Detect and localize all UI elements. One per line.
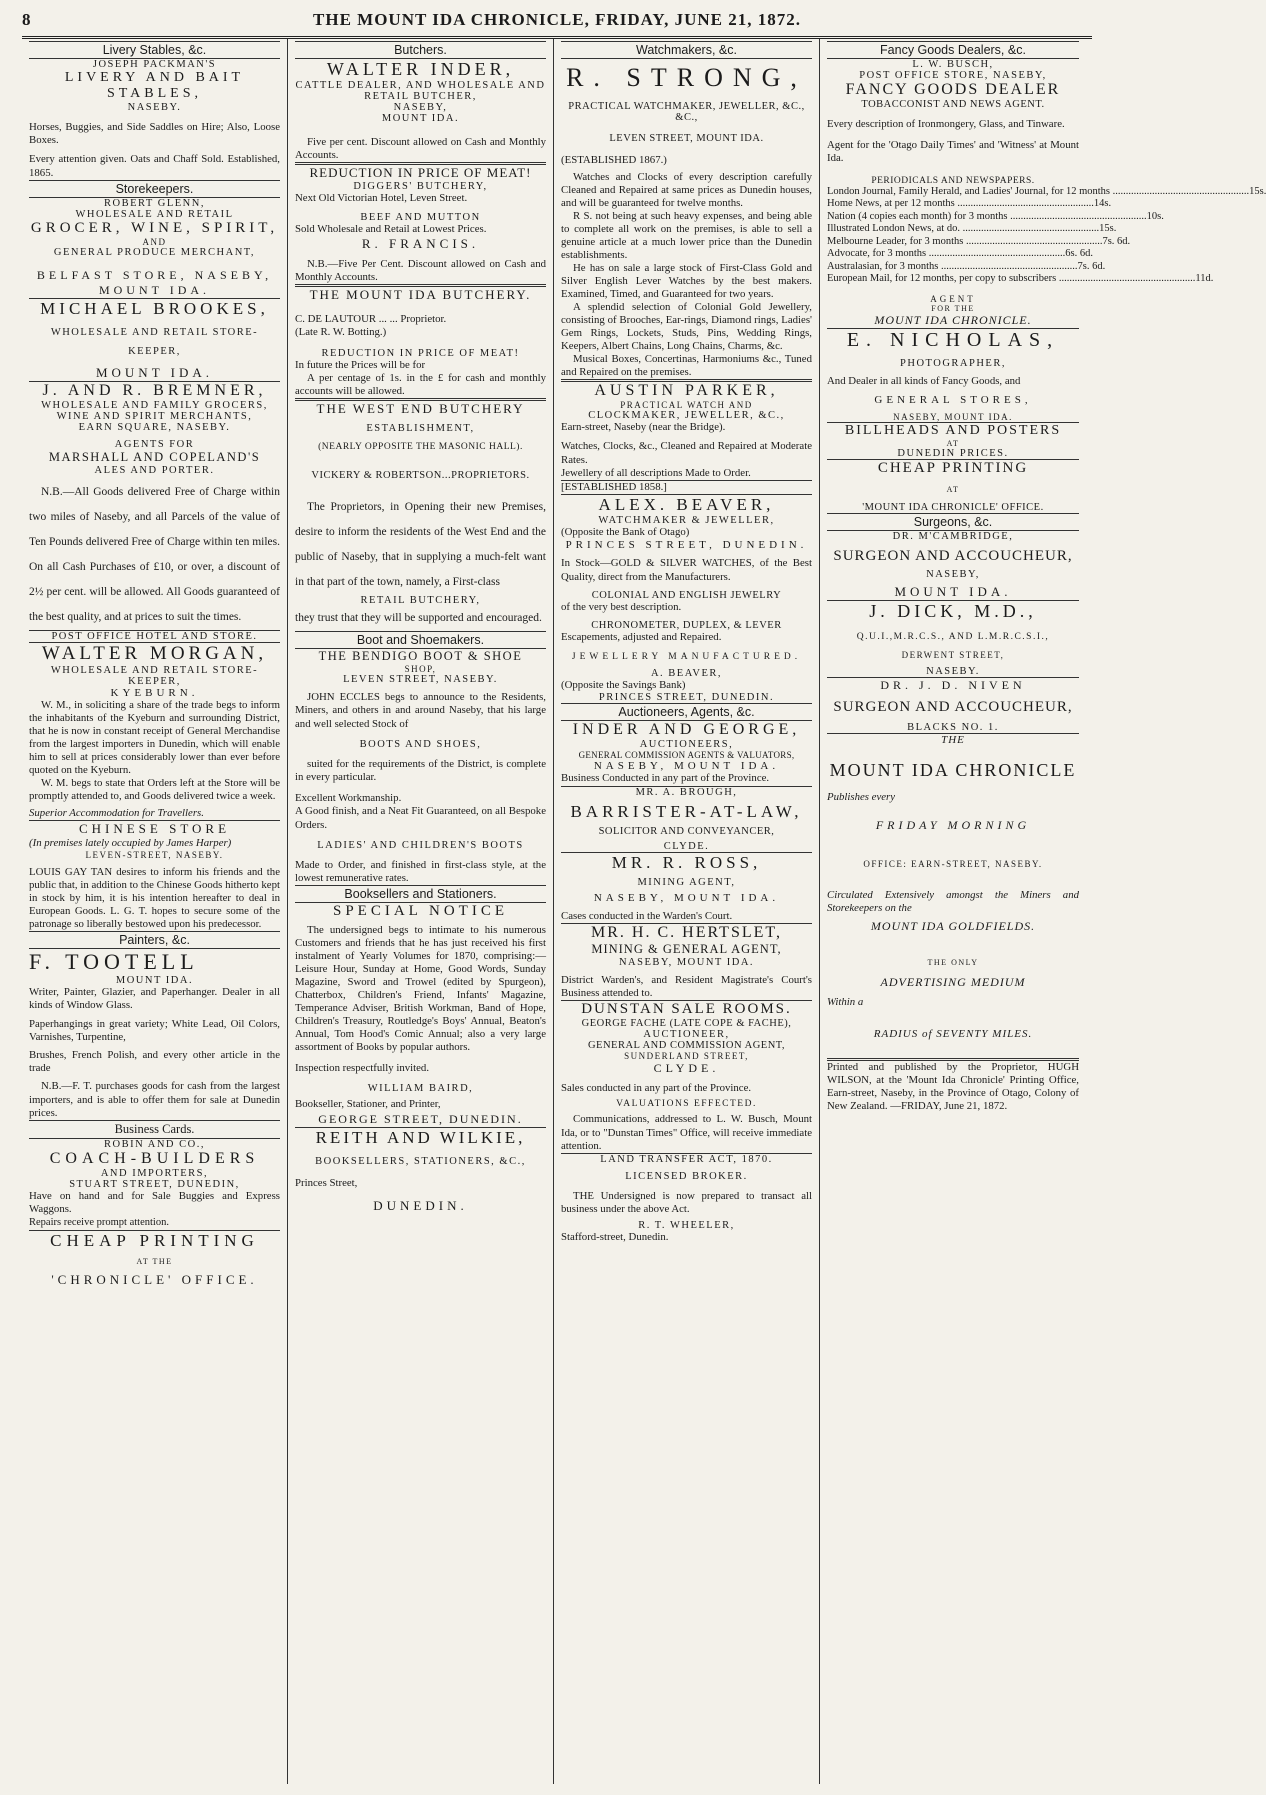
price-item-value: 15s. (1249, 185, 1266, 197)
ad-line: LICENSED BROKER. (625, 1171, 748, 1183)
ad-body: A splendid selection of Colonial Gold Jewellery, consisting of Brooches, Ear-rings, Diamond rings, Ladies' Gem Rings, Lockets, Studs, Pins, Wedding Rings, Keepers, Albert Chains, Long Chains, Charms, &c. (561, 301, 812, 353)
price-row (827, 248, 1093, 261)
ad-line: Q.U.I.,M.R.C.S., AND L.M.R.C.S.I., (856, 631, 1050, 642)
column-4 (820, 39, 1266, 1784)
column-1 (22, 39, 288, 1784)
ad-line: NASEBY, (926, 568, 980, 580)
ad-line: CHRONOMETER, DUPLEX, & LEVER (591, 620, 782, 632)
ad-line: PRINCES STREET, DUNEDIN. (598, 692, 775, 704)
ad-line: AND (142, 236, 167, 247)
ad-line: Princes Street, (295, 1176, 358, 1189)
ad-title: E. NICHOLAS, (846, 328, 1060, 351)
ad-title: REDUCTION IN PRICE OF MEAT! (309, 165, 532, 181)
ad-title: R. STRONG, (566, 63, 807, 92)
ad-line: Paperhangings in great variety; White Lead, Oil Colors, Varnishes, Turpentine, (29, 1017, 280, 1043)
ad-title: J. AND R. BREMNER, (42, 381, 267, 399)
ad-title: AUSTIN PARKER, (594, 382, 779, 400)
price-row (827, 260, 1106, 274)
ad-title: SPECIAL NOTICE (332, 903, 509, 920)
ad-line: SUNDERLAND STREET, (624, 1051, 749, 1062)
price-row (827, 223, 1117, 236)
ad-title: CHINESE STORE (78, 821, 231, 837)
section-heading: Watchmakers, &c. (561, 41, 812, 59)
ad-line: RADIUS of SEVENTY MILES. (873, 1027, 1033, 1040)
ad-line: (ESTABLISHED 1867.) (561, 154, 667, 166)
ad-line: R. T. WHEELER, (638, 1220, 735, 1232)
ad-line: A Good finish, and a Neat Fit Guaranteed, on all Bespoke Orders. (295, 805, 546, 831)
ad-title: INDER AND GEORGE, (572, 721, 801, 739)
ad-line: REDUCTION IN PRICE OF MEAT! (321, 347, 520, 359)
ad-title: GROCER, WINE, SPIRIT, (30, 219, 279, 236)
ad-line: Sales conducted in any part of the Province. (561, 1082, 752, 1095)
price-row (827, 198, 1112, 211)
ad-line: DIGGERS' BUTCHERY, (353, 181, 488, 193)
ad-name: MR. A. BROUGH, (635, 786, 738, 798)
ad-line: Sold Wholesale and Retail at Lowest Prices. (295, 222, 487, 235)
ad-line: Excellent Workmanship. (295, 792, 402, 805)
ad-title: BARRISTER-AT-LAW, (570, 801, 803, 821)
section-heading: Business Cards. (29, 1120, 280, 1139)
ad-line: OFFICE: EARN-STREET, NASEBY. (863, 859, 1043, 870)
section-heading: Surgeons, &c. (827, 513, 1079, 531)
ad-line: Earn-street, Naseby (near the Bridge). (561, 421, 726, 434)
ad-title: BILLHEADS AND POSTERS (844, 422, 1062, 438)
ad-line: GEORGE FACHE (LATE COPE & FACHE), (581, 1018, 792, 1030)
ad-line: Stafford-street, Dunedin. (561, 1231, 669, 1244)
ad-title: DUNSTAN SALE ROOMS. (581, 1001, 792, 1018)
ad-line: PHOTOGRAPHER, (900, 357, 1006, 369)
price-item-name: European Mail, for 12 months, per copy to subscribers .................................................... (827, 273, 1196, 285)
ad-line: NASEBY, MOUNT IDA. (893, 411, 1013, 422)
ad-body: The undersigned begs to intimate to his numerous Customers and friends that he has just received his first instalment of Yearly Volumes for 1870, comprising:—Leisure Hour, Sunday at Home, Good Words, Sunday Magazine, Sword and Trowel (edited by Spurgeon), Chatterbox, Children's Friend, Infants' Magazine, Temperance Adviser, British Workman, Band of Hope, Children's Treasury, Routledge's Boys' Annual, Beaton's Annual, Tom Hood's Comic Annual; also a very large assortment of Books by popular authors. (295, 924, 546, 1054)
ad-line: Watches, Clocks, &c., Cleaned and Repaired at Moderate Rates. (561, 440, 812, 466)
ad-line: Made to Order, and finished in first-class style, at the lowest remunerative rates. (295, 858, 546, 885)
section-heading: Painters, &c. (29, 931, 280, 949)
ad-line: MOUNT IDA. (381, 113, 460, 124)
ad-line: TOBACCONIST AND NEWS AGENT. (861, 99, 1045, 110)
price-item-name: London Journal, Family Herald, and Ladies' Journal, for 12 months .................................................... (827, 185, 1250, 197)
ad-line: VALUATIONS EFFECTED. (616, 1099, 757, 1110)
section-heading: Booksellers and Stationers. (295, 885, 546, 903)
ad-line: MINING & GENERAL AGENT, (591, 941, 782, 956)
ad-line: DUNEDIN PRICES. (897, 447, 1009, 459)
ad-line: CLYDE. (653, 1061, 720, 1076)
section-heading: Boot and Shoemakers. (295, 631, 546, 649)
ad-title: CHEAP PRINTING (50, 1230, 259, 1250)
ad-line: MOUNT IDA. (894, 583, 1012, 599)
ad-line: NASEBY. (926, 665, 980, 677)
ad-address: BELFAST STORE, NASEBY, MOUNT IDA. (36, 267, 273, 297)
ad-line: BOOKSELLERS, STATIONERS, &C., (315, 1155, 526, 1167)
ad-title: WALTER MORGAN, (41, 642, 268, 664)
ad-body: In Stock—GOLD & SILVER WATCHES, of the Best Quality, direct from the Manufacturers. (561, 557, 812, 583)
ad-line: FRIDAY MORNING (875, 818, 1031, 833)
ad-title: REITH AND WILKIE, (315, 1127, 526, 1147)
page-number: 8 (22, 10, 31, 29)
ad-line: Cases conducted in the Warden's Court. (561, 909, 733, 922)
ad-line: EARN SQUARE, NASEBY. (78, 421, 231, 433)
ad-line: NASEBY, MOUNT IDA. (593, 760, 780, 773)
ad-line: WHOLESALE AND RETAIL STORE-KEEPER, (50, 664, 259, 687)
ad-line: PRACTICAL WATCHMAKER, JEWELLER, &C., &C., (568, 101, 805, 123)
ad-line: R. FRANCIS. (361, 235, 480, 251)
section-heading: Butchers. (295, 41, 546, 59)
ad-line: District Warden's, and Resident Magistrate's Court's Business attended to. (561, 973, 812, 1000)
ad-line: MOUNT IDA. (95, 364, 214, 380)
ad-line: STUART STREET, DUNEDIN, (69, 1179, 240, 1191)
ad-line: SHOP, (404, 664, 437, 675)
ad-heading: POST OFFICE HOTEL AND STORE. (51, 630, 258, 642)
price-item-value: 7s. 6d. (1077, 260, 1106, 272)
ad-title: THE WEST END BUTCHERY (316, 401, 525, 417)
ad-line: BLACKS NO. 1. (907, 721, 999, 733)
ad-line: WATCHMAKER & JEWELLER, (598, 515, 775, 527)
ad-title: F. TOOTELL (29, 949, 199, 975)
price-item-value: 6s. 6d. (1065, 248, 1093, 260)
ad-body: The Proprietors, in Opening their new Premises, desire to inform the residents of the West End and the public of Naseby, that in supplying a much-felt want in that part of the town, namely, a First-class (295, 501, 546, 589)
ad-line: (Opposite the Bank of Otago) (561, 526, 690, 539)
ad-line: of the very best description. (561, 600, 682, 613)
ad-title: MICHAEL BROOKES, (40, 298, 269, 318)
ad-line: Inspection respectfully invited. (295, 1062, 430, 1075)
ad-body: W. M. begs to state that Orders left at the Store will be promptly attended to, and Goods delivered twice a week. (29, 776, 280, 802)
ad-body: N.B.—F. T. purchases goods for cash from the largest importers, and is able to offer them for sale at Dunedin prices. (29, 1080, 280, 1119)
ad-line: NASEBY, (393, 102, 448, 113)
ad-line: LEVEN STREET, NASEBY. (343, 674, 498, 686)
ad-line: AND IMPORTERS, (100, 1168, 209, 1180)
price-item-name: Australasian, for 3 months .................................................... (827, 260, 1078, 272)
ad-line: Superior Accommodation for Travellers. (29, 806, 204, 819)
ad-line: LADIES' AND CHILDREN'S BOOTS (317, 839, 524, 851)
ad-title: THE BENDIGO BOOT & SHOE (318, 649, 523, 664)
ad-body: THE Undersigned is now prepared to transact all business under the above Act. (561, 1190, 812, 1216)
section-heading: Fancy Goods Dealers, &c. (827, 41, 1079, 59)
ad-line: Publishes every (827, 790, 896, 803)
ad-line: POST OFFICE STORE, NASEBY, (859, 70, 1047, 81)
price-row (827, 185, 1266, 199)
ad-line: (Opposite the Savings Bank) (561, 679, 686, 692)
ad-line: GENERAL COMMISSION AGENTS & VALUATORS, (578, 750, 795, 761)
ad-line: GENERAL AND COMMISSION AGENT, (587, 1040, 786, 1052)
ad-line: A. BEAVER, (650, 668, 723, 680)
ad-line: Within a (827, 996, 864, 1009)
price-item-name: Nation (4 copies each month) for 3 months .................................................... (827, 210, 1147, 222)
ad-line: Repairs receive prompt attention. (29, 1217, 169, 1229)
ad-name: ROBIN AND CO., (104, 1139, 205, 1151)
ad-title: SURGEON AND ACCOUCHEUR, (833, 698, 1073, 715)
ad-line: FOR THE (931, 303, 975, 313)
ad-line: 'MOUNT IDA CHRONICLE' OFFICE. (862, 501, 1044, 513)
ad-line: BEEF AND MUTTON (360, 211, 481, 223)
ad-line: MARSHALL AND COPELAND'S (48, 449, 261, 464)
ad-line: AT (946, 438, 960, 448)
ad-line: BOOTS AND SHOES, (359, 738, 482, 750)
ad-body: He has on sale a large stock of First-Class Gold and Silver English Lever Watches by the best makers. Examined, Timed, and Guaranteed for two years. (561, 262, 812, 301)
ad-line: Every description of Ironmongery, Glass, and Tinware. (827, 118, 1065, 130)
ad-name: ROBERT GLENN, (104, 197, 205, 209)
ad-line: (In premises lately occupied by James Harper) (29, 837, 232, 850)
ad-body: LOUIS GAY TAN desires to inform his friends and the public that, in addition to the Chinese Goods hitherto kept in stock by him, it is his intention hereafter to deal in European Goods. L. G. T. hopes to secure some of the patronage so liberally bestowed upon his predecessor. (29, 866, 280, 931)
ad-body: Every attention given. Oats and Chaff Sold. Established, 1865. (29, 153, 280, 179)
ad-body: Horses, Buggies, and Side Saddles on Hire; Also, Loose Boxes. (29, 121, 280, 147)
ad-line: And Dealer in all kinds of Fancy Goods, and (827, 374, 1021, 387)
ad-line: Bookseller, Stationer, and Printer, (295, 1098, 441, 1111)
ad-title: ALEX. BEAVER, (598, 495, 775, 515)
section-heading: Livery Stables, &c. (29, 41, 280, 59)
ad-line: GEORGE STREET, DUNEDIN. (318, 1111, 523, 1126)
ad-line: AGENT (930, 293, 976, 304)
imprint: Printed and published by the Proprietor, HUGH WILSON, at the 'Mount Ida Chronicle' Printing Office, Earn-street, Naseby, in the Province of Otago, Colony of New Zealand. —FRIDAY, June 21, 1872. (827, 1060, 1079, 1112)
ad-title: SURGEON AND ACCOUCHEUR, (833, 547, 1073, 564)
ad-line: Writer, Painter, Glazier, and Paperhanger. Dealer in all kinds of Window Glass. (29, 986, 280, 1012)
ad-body: Five per cent. Discount allowed on Cash and Monthly Accounts. (295, 136, 546, 162)
ad-body: they trust that they will be supported and encouraged. (295, 612, 542, 625)
ad-line: AT THE (136, 1256, 173, 1266)
ad-title: LIVERY AND BAIT STABLES, (64, 70, 245, 101)
ad-line: MOUNT IDA GOLDFIELDS. (870, 919, 1036, 934)
ad-line: JEWELLERY MANUFACTURED. (571, 652, 802, 663)
ad-line: (Late R. W. Botting.) (295, 326, 387, 339)
ad-line: CLYDE. (663, 840, 710, 852)
ad-title: J. DICK, M.D., (869, 600, 1037, 621)
price-row (827, 273, 1214, 286)
masthead (22, 10, 1092, 39)
ad-title: COACH-BUILDERS (49, 1150, 260, 1168)
ad-place: NASEBY. (127, 102, 182, 113)
price-item-name: Melbourne Leader, for 3 months .................................................... (827, 235, 1103, 247)
ad-line: VICKERY & ROBERTSON...PROPRIETORS. (311, 470, 530, 482)
price-item-value: 10s. (1146, 210, 1164, 222)
ad-line: ESTABLISHMENT, (366, 423, 475, 435)
ad-line: Agent for the 'Otago Daily Times' and 'Witness' at Mount Ida. (827, 139, 1079, 165)
ad-line: In future the Prices will be for (295, 358, 426, 371)
ad-line: Circulated Extensively amongst the Miners and Storekeepers on the (827, 889, 1079, 915)
ad-body: N.B.—Five Per Cent. Discount allowed on Cash and Monthly Accounts. (295, 257, 546, 284)
ad-line: CLOCKMAKER, JEWELLER, &C., (588, 410, 785, 422)
ad-title: THE MOUNT IDA BUTCHERY. (309, 287, 532, 303)
column-2 (288, 39, 554, 1784)
price-item-value: 14s. (1093, 198, 1112, 210)
ad-line: ADVERTISING MEDIUM (880, 975, 1026, 990)
ad-body: Communications, addressed to L. W. Busch, Mount Ida, or to "Dunstan Times" Office, will receive immediate attention. (561, 1113, 812, 1152)
ad-line: GENERAL STORES, (874, 393, 1032, 406)
ad-title: FANCY GOODS DEALER (845, 81, 1061, 98)
ad-name: L. W. BUSCH, (912, 59, 994, 70)
ad-line: NASEBY, MOUNT IDA. (593, 891, 780, 904)
ad-line: NASEBY, MOUNT IDA. (618, 956, 755, 968)
ad-line: DUNEDIN. (373, 1197, 468, 1213)
section-heading: Storekeepers. (29, 180, 280, 198)
ad-title: WALTER INDER, (326, 59, 515, 79)
ad-body: R S. not being at such heavy expenses, and being able to complete all work on the premises, is able to sell a genuine article at a much lower price than the Dunedin establishments. (561, 210, 812, 262)
ad-title: MOUNT IDA CHRONICLE (829, 759, 1077, 780)
ad-line: CATTLE DEALER, AND WHOLESALE AND RETAIL BUTCHER, (295, 80, 546, 102)
price-item-value: 15s. (1099, 223, 1117, 235)
ad-line: [ESTABLISHED 1858.] (561, 481, 667, 494)
ad-line: GENERAL PRODUCE MERCHANT, (53, 246, 256, 258)
ad-name: JOSEPH PACKMAN'S (92, 59, 217, 70)
ad-line: PRINCES STREET, DUNEDIN. (565, 539, 808, 552)
ad-line: C. DE LAUTOUR ... ... Proprietor. (295, 313, 447, 326)
price-item-name: Illustrated London News, at do. .................................................... (827, 223, 1100, 235)
ad-line: KEEPER, (128, 345, 181, 357)
ad-line: Next Old Victorian Hotel, Leven Street. (295, 192, 468, 205)
section-heading: Auctioneers, Agents, &c. (561, 703, 812, 721)
price-row (827, 210, 1164, 224)
ad-line: ALES AND PORTER. (94, 464, 215, 476)
ad-line: Escapements, adjusted and Repaired. (561, 631, 722, 644)
ad-line: LEVEN-STREET, NASEBY. (85, 850, 224, 861)
ad-line: WILLIAM BAIRD, (367, 1083, 474, 1095)
ad-line: AUCTIONEER, (643, 1029, 730, 1041)
price-item-value: 7s. 6d. (1102, 235, 1131, 247)
ad-line: DERWENT STREET, (901, 649, 1005, 660)
ad-line: WINE AND SPIRIT MERCHANTS, (56, 410, 253, 422)
ad-line: (NEARLY OPPOSITE THE MASONIC HALL). (318, 442, 523, 453)
ad-title: MR. R. ROSS, (611, 852, 762, 872)
price-item-name: Advocate, for 3 months .................................................... (827, 248, 1066, 260)
ad-body: Watches and Clocks of every description carefully Cleaned and Repaired at same prices as Dunedin houses, and will be guaranteed for twelve months. (561, 171, 812, 210)
ad-line: MOUNT IDA. (115, 975, 194, 987)
ad-body: suited for the requirements of the District, is complete in every particular. (295, 757, 546, 784)
ad-line: PRACTICAL WATCH AND (620, 400, 753, 411)
ad-body: N.B.—All Goods delivered Free of Charge within two miles of Naseby, and all Parcels of the value of Ten Pounds delivered Free of Charge within ten miles. On all Cash Purchases of £10, or over, a discount of 2½ per cent. will be allowed. All Goods guaranteed of the best quality, and at prices to suit the times. (29, 485, 280, 623)
price-row (827, 235, 1131, 249)
price-item-name: Home News, at per 12 months .................................................... (827, 198, 1094, 210)
ad-line: WHOLESALE AND FAMILY GROCERS, (41, 399, 268, 411)
ad-name: DR. M'CAMBRIDGE, (892, 530, 1014, 542)
ad-line: Have on hand and for Sale Buggies and Express Waggons. (29, 1190, 280, 1216)
ad-line: WHOLESALE AND RETAIL (75, 208, 234, 220)
ad-line: AT (946, 484, 960, 494)
ad-title: MR. H. C. HERTSLET, (591, 923, 782, 941)
ad-line: PERIODICALS AND NEWSPAPERS. (871, 175, 1035, 186)
price-list (827, 185, 1266, 286)
column-3 (554, 39, 820, 1784)
ad-line: Business Conducted in any part of the Province. (561, 772, 770, 785)
ad-line: AGENTS FOR (114, 438, 195, 450)
ad-body: JOHN ECCLES begs to announce to the Residents, Miners, and others in and around Naseby, that his large and well selected Stock of (295, 691, 546, 730)
ad-line: SOLICITOR AND CONVEYANCER, (598, 825, 775, 837)
ad-line: MINING AGENT, (637, 876, 736, 888)
ad-line: MOUNT IDA CHRONICLE. (874, 312, 1032, 327)
ad-line: LEVEN STREET, MOUNT IDA. (609, 133, 764, 144)
ad-name: DR. J. D. NIVEN (880, 677, 1026, 692)
price-item-value: 11d. (1195, 273, 1214, 285)
ad-line: THE ONLY (927, 958, 979, 968)
ad-line: THE (941, 733, 965, 746)
ad-body: Musical Boxes, Concertinas, Harmoniums &c., Tuned and Repaired on the premises. (561, 353, 812, 379)
ad-heading: LAND TRANSFER ACT, 1870. (600, 1154, 773, 1166)
newspaper-title: THE MOUNT IDA CHRONICLE, FRIDAY, JUNE 21, 1872. (313, 10, 801, 29)
ad-line: WHOLESALE AND RETAIL STORE- (50, 326, 259, 338)
ad-title: CHEAP PRINTING (877, 459, 1029, 476)
ad-body: A per centage of 1s. in the £ for cash and monthly accounts will be allowed. (295, 371, 546, 398)
ad-line: Jewellery of all descriptions Made to Order. (561, 466, 751, 479)
ad-line: Brushes, French Polish, and every other article in the trade (29, 1049, 280, 1075)
ad-line: AUCTIONEERS, (639, 739, 734, 751)
ad-line: RETAIL BUTCHERY, (360, 595, 481, 607)
ad-line: COLONIAL AND ENGLISH JEWELRY (591, 589, 782, 601)
ad-line: 'CHRONICLE' OFFICE. (51, 1271, 258, 1287)
ad-body: W. M., in soliciting a share of the trade begs to inform the inhabitants of the Kyeburn and surrounding District, that he is now in constant receipt of General Merchandise from the largest importers in Dunedin, which will enable him to sell at prices considerably lower than ever before quoted on the Kyeburn. (29, 698, 280, 776)
ad-line: KYEBURN. (110, 686, 199, 699)
